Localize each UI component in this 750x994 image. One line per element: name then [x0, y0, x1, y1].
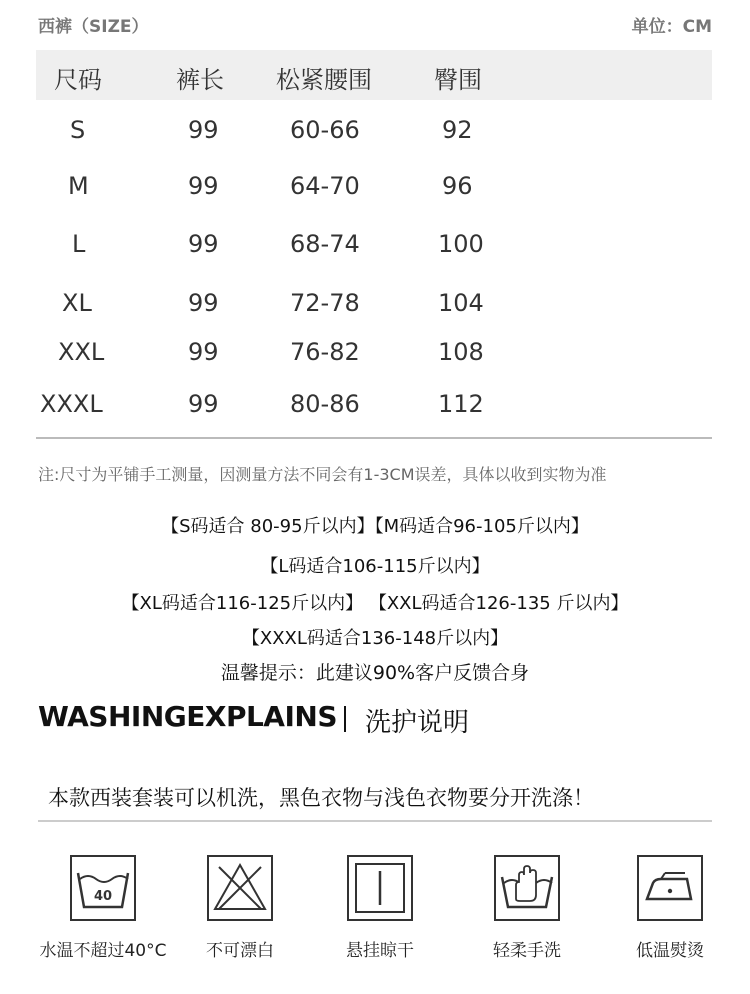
- fit-tip: 温馨提示：此建议90%客户反馈合身: [220, 662, 530, 684]
- washing-title: WASHINGEXPLAINS: [38, 700, 337, 733]
- cell-hip: 96: [442, 172, 473, 200]
- cell-size: XL: [62, 289, 92, 317]
- table-row: [36, 230, 712, 270]
- washing-divider: [38, 820, 712, 822]
- cell-waist: 68-74: [290, 230, 360, 258]
- hang-dry-icon: [347, 855, 413, 921]
- col-waist: 松紧腰围: [276, 66, 372, 94]
- cell-size: S: [70, 116, 86, 144]
- cell-length: 99: [188, 172, 219, 200]
- cell-size: XXL: [58, 338, 105, 366]
- measurement-note: 注:尺寸为平铺手工测量，因测量方法不同会有1-3CM误差，具体以收到实物为准: [38, 465, 607, 484]
- cell-hip: 104: [438, 289, 484, 317]
- cell-length: 99: [188, 338, 219, 366]
- wash-temp-badge: 40: [93, 889, 113, 904]
- table-row: [36, 172, 712, 212]
- cell-hip: 112: [438, 390, 484, 418]
- col-hip: 臀围: [434, 66, 482, 94]
- washing-subtitle: 洗护说明: [365, 708, 470, 738]
- table-row: [36, 116, 712, 156]
- no-bleach-icon: [207, 855, 273, 921]
- cell-hip: 100: [438, 230, 484, 258]
- col-size: 尺码: [54, 66, 102, 94]
- col-length: 裤长: [176, 66, 224, 94]
- icon-label: 不可漂白: [206, 941, 274, 961]
- unit-label: 单位：CM: [631, 17, 712, 37]
- icon-label: 悬挂晾干: [346, 941, 414, 961]
- low-iron-icon: [637, 855, 703, 921]
- cell-size: M: [68, 172, 89, 200]
- cell-length: 99: [188, 116, 219, 144]
- cell-size: XXXL: [40, 390, 103, 418]
- fit-line: 【XXXL码适合136-148斤以内】: [241, 628, 509, 649]
- table-divider: [36, 437, 712, 439]
- title-separator: [344, 706, 346, 732]
- wash-40-icon: [70, 855, 136, 921]
- washing-note: 本款西装套装可以机洗，黑色衣物与浅色衣物要分开洗涤！: [48, 786, 594, 810]
- cell-waist: 80-86: [290, 390, 360, 418]
- hand-wash-icon: [494, 855, 560, 921]
- cell-hip: 92: [442, 116, 473, 144]
- cell-length: 99: [188, 230, 219, 258]
- table-caption: 西裤（SIZE）: [38, 17, 149, 37]
- cell-waist: 64-70: [290, 172, 360, 200]
- table-header: [36, 50, 712, 100]
- cell-waist: 76-82: [290, 338, 360, 366]
- cell-length: 99: [188, 390, 219, 418]
- cell-size: L: [72, 230, 86, 258]
- cell-waist: 72-78: [290, 289, 360, 317]
- icon-label: 低温熨烫: [636, 941, 704, 961]
- fit-line: 【XL码适合116-125斤以内】 【XXL码适合126-135 斤以内】: [121, 593, 629, 614]
- table-row: [36, 289, 712, 329]
- icon-label: 水温不超过40°C: [39, 941, 167, 961]
- cell-length: 99: [188, 289, 219, 317]
- fit-line: 【S码适合 80-95斤以内】【M码适合96-105斤以内】: [161, 516, 589, 537]
- table-row: [36, 390, 712, 430]
- fit-line: 【L码适合106-115斤以内】: [260, 556, 490, 577]
- table-row: [36, 338, 712, 378]
- cell-hip: 108: [438, 338, 484, 366]
- cell-waist: 60-66: [290, 116, 360, 144]
- icon-label: 轻柔手洗: [493, 941, 561, 961]
